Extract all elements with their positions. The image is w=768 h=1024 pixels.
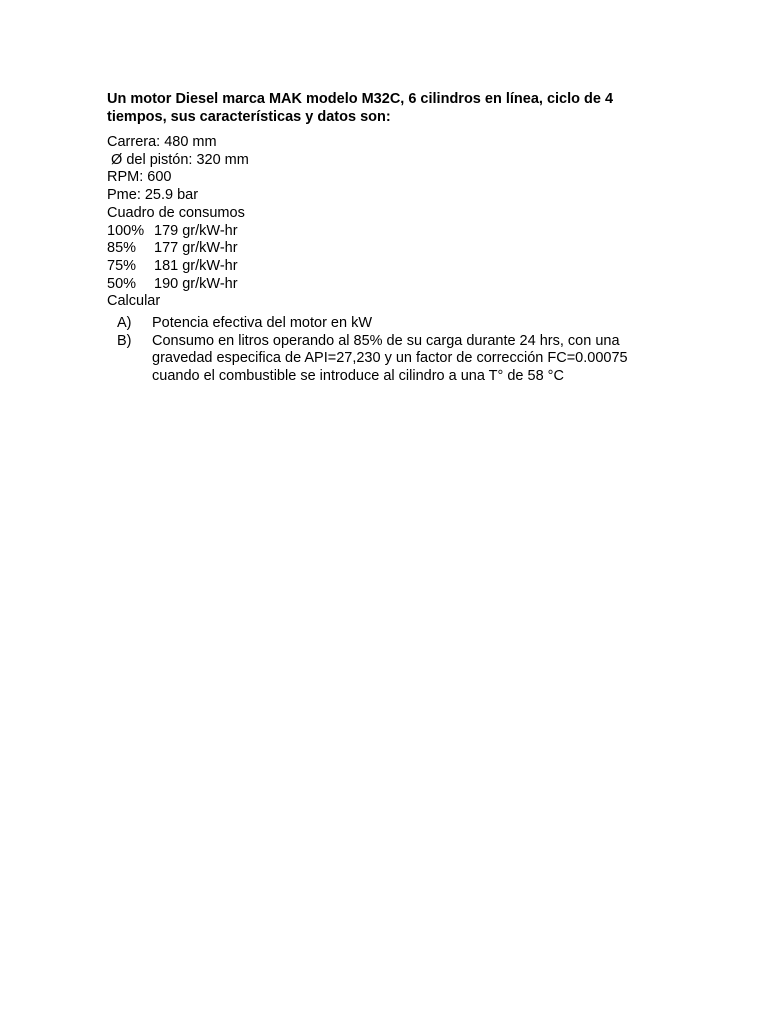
- consumo-percent: 75%: [107, 257, 137, 274]
- spec-piston-diameter: Ø del pistón: 320 mm: [107, 151, 249, 168]
- consumo-value: 181 gr/kW-hr: [154, 257, 238, 274]
- consumo-value: 177 gr/kW-hr: [154, 240, 238, 257]
- consumo-percent: 50%: [107, 275, 137, 292]
- task-letter: B): [117, 332, 132, 349]
- task-item-a: [107, 315, 667, 333]
- task-letter: A): [117, 315, 132, 332]
- calcular-label: Calcular: [107, 293, 161, 310]
- task-item-b: [107, 333, 667, 386]
- consumos-heading: Cuadro de consumos: [107, 204, 245, 221]
- consumo-percent: 85%: [107, 240, 137, 257]
- consumo-value: 179 gr/kW-hr: [154, 222, 238, 239]
- consumo-value: 190 gr/kW-hr: [154, 275, 238, 292]
- task-list: [107, 315, 667, 386]
- consumo-row: [107, 223, 667, 241]
- task-text: Potencia efectiva del motor en kW: [152, 315, 373, 332]
- spec-carrera: Carrera: 480 mm: [107, 134, 217, 150]
- spec-pme: Pme: 25.9 bar: [107, 187, 199, 204]
- consumo-row: [107, 276, 667, 294]
- task-text: Consumo en litros operando al 85% de su carga durante 24 hrs, con una gravedad especifica de API=27,230 y un factor de corrección FC=0.00075 cuando el combustible se introduce al cilindro a una T° de 58 °C: [152, 332, 628, 385]
- spec-rpm: RPM: 600: [107, 169, 172, 186]
- consumo-row: [107, 258, 667, 276]
- consumo-row: [107, 240, 667, 258]
- consumo-percent: 100%: [107, 222, 145, 239]
- problem-title: Un motor Diesel marca MAK modelo M32C, 6 cilindros en línea, ciclo de 4 tiempos, sus características y datos son:: [107, 91, 614, 125]
- document-content: [107, 90, 667, 386]
